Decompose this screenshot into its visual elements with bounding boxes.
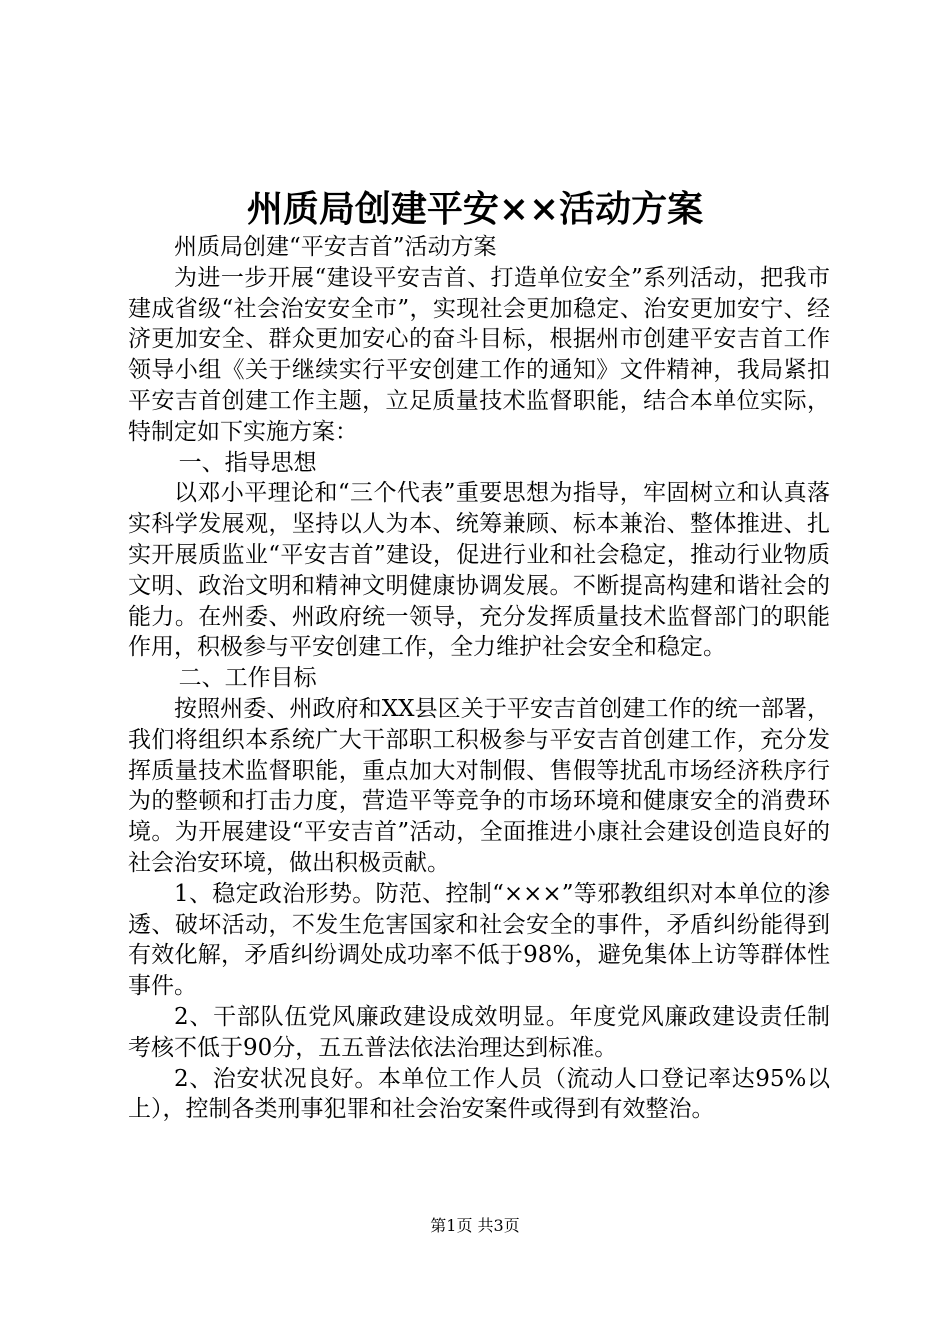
goal-item-integrity: 2、干部队伍党风廉政建设成效明显。年度党风廉政建设责任制考核不低于90分，五五普法依法治理达到标准。: [128, 1003, 830, 1061]
goal-item-political-stability: 1、稳定政治形势。防范、控制“×××”等邪教组织对本单位的渗透、破坏活动，不发生危害国家和社会安全的事件，矛盾纠纷能得到有效化解，矛盾纠纷调处成功率不低于98%，避免集体上访等群体性事件。: [128, 880, 830, 1000]
subtitle-paragraph: 州质局创建“平安吉首”活动方案: [174, 234, 497, 260]
goal-item-public-security: 2、治安状况良好。本单位工作人员（流动人口登记率达95%以上），控制各类刑事犯罪和社会治安案件或得到有效整治。: [128, 1065, 830, 1123]
section-heading-guiding-ideology: 一、指导思想: [178, 449, 317, 476]
section-heading-work-goals: 二、工作目标: [178, 665, 317, 692]
intro-paragraph: 为进一步开展“建设平安吉首、打造单位安全”系列活动，把我市建成省级“社会治安安全市”，实现社会更加稳定、治安更加安宁、经济更加安全、群众更加安心的奋斗目标，根据州市创建平安吉首工作领导小组《关于继续实行平安创建工作的通知》文件精神，我局紧扣平安吉首创建工作主题，立足质量技术监督职能，结合本单位实际，特制定如下实施方案：: [128, 264, 830, 445]
guiding-ideology-paragraph: 以邓小平理论和“三个代表”重要思想为指导，牢固树立和认真落实科学发展观，坚持以人为本、统筹兼顾、标本兼治、整体推进、扎实开展质监业“平安吉首”建设，促进行业和社会稳定，推动行业物质文明、政治文明和精神文明健康协调发展。不断提高构建和谐社会的能力。在州委、州政府统一领导，充分发挥质量技术监督部门的职能作用，积极参与平安创建工作，全力维护社会安全和稳定。: [128, 480, 830, 661]
page-number-footer: 第1页 共3页: [430, 1216, 520, 1235]
document-title: 州质局创建平安××活动方案: [246, 188, 704, 230]
work-goals-paragraph: 按照州委、州政府和XX县区关于平安吉首创建工作的统一部署，我们将组织本系统广大干部职工积极参与平安吉首创建工作，充分发挥质量技术监督职能，重点加大对制假、售假等扰乱市场经济秩序行为的整顿和打击力度，营造平等竞争的市场环境和健康安全的消费环境。为开展建设“平安吉首”活动，全面推进小康社会建设创造良好的社会治安环境，做出积极贡献。: [128, 695, 830, 876]
document-body: [128, 232, 830, 1125]
